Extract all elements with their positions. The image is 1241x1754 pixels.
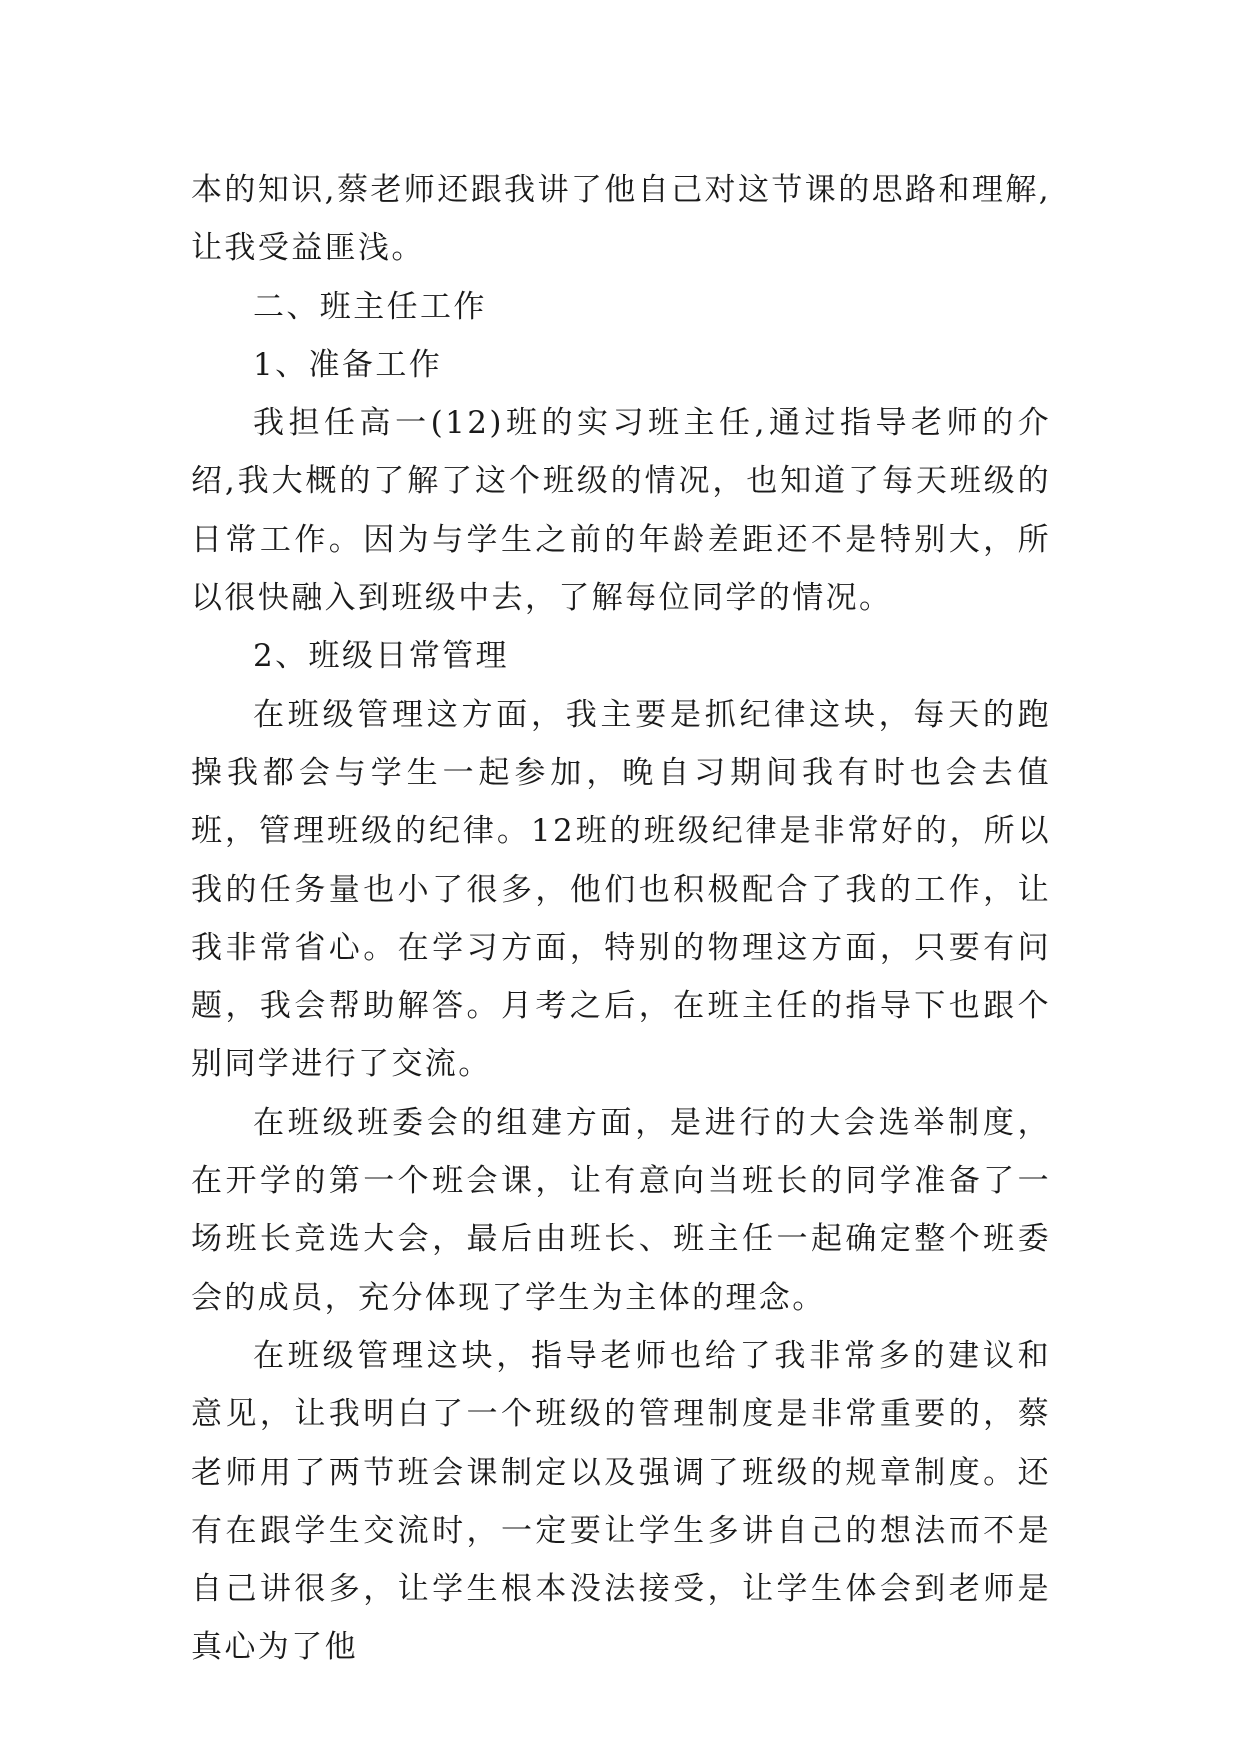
paragraph-preparation: 我担任高一(12)班的实习班主任,通过指导老师的介绍,我大概的了解了这个班级的情况，也知道了每天班级的日常工作。因为与学生之前的年龄差距还不是特别大，所以很快融入到班级中去，了解每位同学的情况。 xyxy=(191,405,1051,617)
paragraph-class-committee: 在班级班委会的组建方面，是进行的大会选举制度，在开学的第一个班会课，让有意向当班长的同学准备了一场班长竞选大会，最后由班长、班主任一起确定整个班委会的成员，充分体现了学生为主体的理念。 xyxy=(191,1104,1051,1316)
subsection-heading-daily-management: 2、班级日常管理 xyxy=(253,638,509,675)
paragraph-advisor-advice: 在班级管理这块，指导老师也给了我非常多的建议和意见，让我明白了一个班级的管理制度是非常重要的，蔡老师用了两节班会课制定以及强调了班级的规章制度。还有在跟学生交流时，一定要让学生多讲自己的想法而不是自己讲很多，让学生根本没法接受，让学生体会到老师是真心为了他 xyxy=(191,1337,1051,1666)
document-body xyxy=(191,161,1051,1677)
subsection-heading-preparation: 1、准备工作 xyxy=(253,346,443,383)
section-heading-class-teacher-work: 二、班主任工作 xyxy=(253,288,487,325)
paragraph-discipline: 在班级管理这方面，我主要是抓纪律这块，每天的跑操我都会与学生一起参加，晚自习期间我有时也会去值班，管理班级的纪律。12班的班级纪律是非常好的，所以我的任务量也小了很多，他们也积极配合了我的工作，让我非常省心。在学习方面，特别的物理这方面，只要有问题，我会帮助解答。月考之后，在班主任的指导下也跟个别同学进行了交流。 xyxy=(191,696,1051,1083)
continuation-paragraph: 本的知识,蔡老师还跟我讲了他自己对这节课的思路和理解,让我受益匪浅。 xyxy=(191,172,1051,267)
